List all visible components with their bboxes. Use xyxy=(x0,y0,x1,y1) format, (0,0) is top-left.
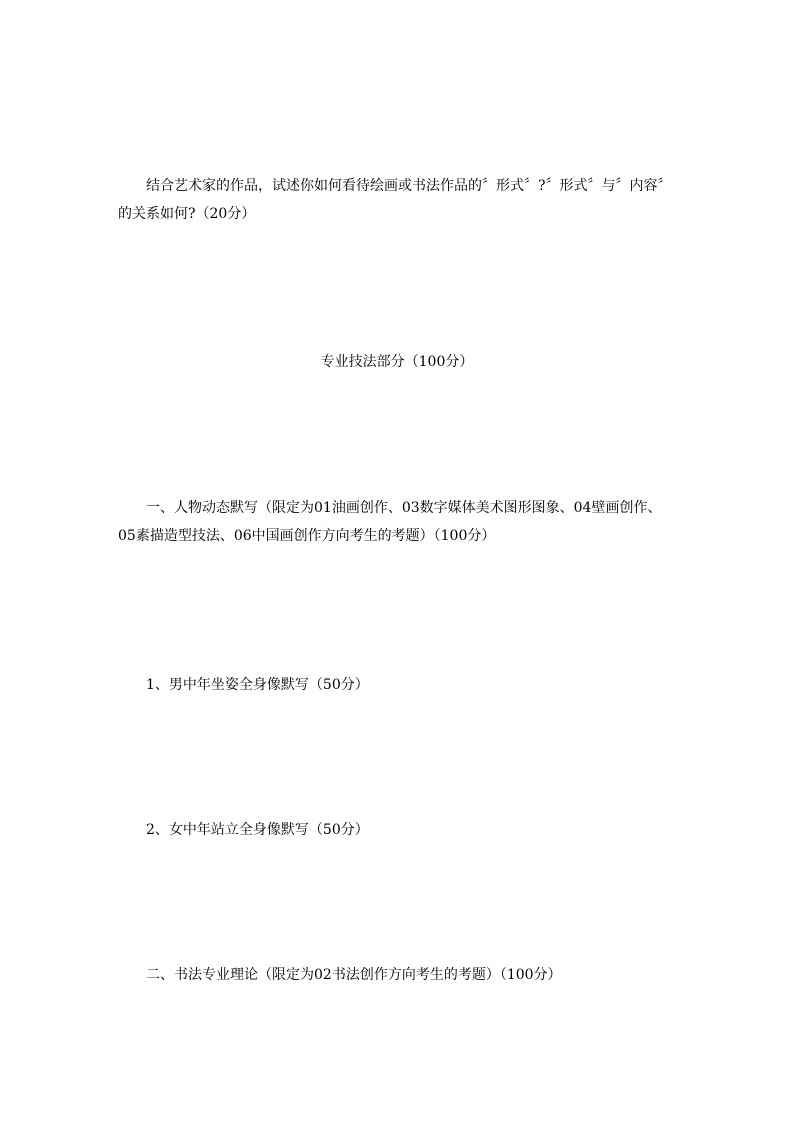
question-item-1: 1、男中年坐姿全身像默写（50分） xyxy=(146,677,369,693)
part-one-heading: 一、人物动态默写（限定为01油画创作、03数字媒体美术图形图象、04壁画创作、05素描造型技法、06中国画创作方向考生的考题）（100分） xyxy=(118,500,662,544)
question-item-2: 2、女中年站立全身像默写（50分） xyxy=(146,822,369,838)
part-two-heading: 二、书法专业理论（限定为02书法创作方向考生的考题）（100分） xyxy=(146,967,562,983)
section-heading: 专业技法部分（100分） xyxy=(320,354,474,370)
essay-question: 结合艺术家的作品，试述你如何看待绘画或书法作品的〞形式〞?〞形式〞与〞内容〞的关系如何?（20分） xyxy=(118,178,672,222)
